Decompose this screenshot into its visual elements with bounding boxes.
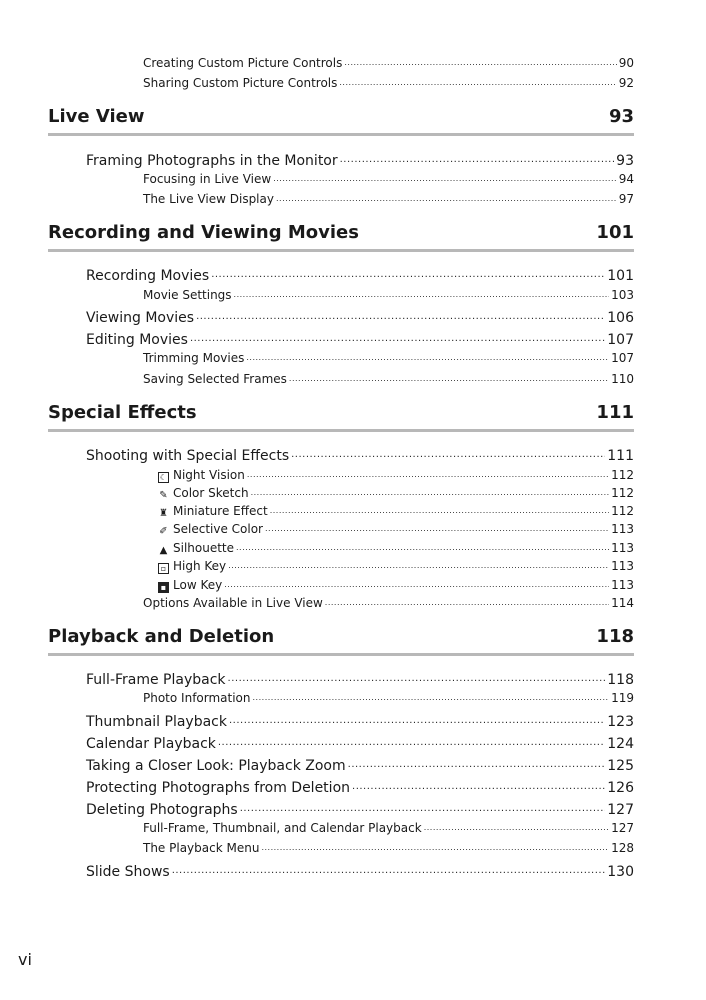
- toc-entry-low-key[interactable]: [158, 577, 634, 593]
- section-heading-playback-deletion[interactable]: [48, 628, 634, 646]
- toc-entry-page: 127: [611, 821, 634, 835]
- toc-entry-page: 126: [607, 780, 634, 796]
- high-key-icon: ▫: [158, 563, 169, 574]
- toc-entry-live-view-display[interactable]: [143, 191, 634, 205]
- toc-entry-title: High Key: [173, 559, 227, 573]
- toc-entry-color-sketch[interactable]: [158, 485, 634, 501]
- toc-entry-title: Sharing Custom Picture Controls: [143, 76, 338, 90]
- toc-entry-page: 94: [618, 172, 634, 186]
- toc-entry-title: The Live View Display: [143, 192, 274, 206]
- toc-entry-page: 103: [611, 288, 634, 302]
- toc-entry-title: The Playback Menu: [143, 841, 260, 855]
- toc-entry-page: 110: [611, 372, 634, 386]
- toc-entry-title: Miniature Effect: [173, 504, 268, 518]
- toc-entry-page: 124: [607, 736, 634, 752]
- toc-entry-title: Thumbnail Playback: [86, 714, 227, 730]
- toc-entry-title: Trimming Movies: [143, 351, 245, 365]
- toc-entry-page: 106: [607, 310, 634, 326]
- toc-entry-slide-shows[interactable]: [86, 862, 634, 879]
- toc-entry-playback-zoom[interactable]: [86, 756, 634, 773]
- section-divider: [48, 133, 634, 136]
- toc-entry-selective-color[interactable]: [158, 521, 634, 537]
- section-title: Live View: [48, 106, 145, 127]
- toc-entry-page: 111: [607, 448, 634, 464]
- toc-entry-deleting-photographs[interactable]: [86, 800, 634, 817]
- section-heading-recording-movies[interactable]: [48, 224, 634, 242]
- toc-entry-focusing-in-live-view[interactable]: [143, 171, 634, 185]
- section-title: Recording and Viewing Movies: [48, 222, 359, 243]
- toc-entry-viewing-movies[interactable]: [86, 308, 634, 325]
- toc-entry-page: 130: [607, 864, 634, 880]
- toc-entry-title: Calendar Playback: [86, 736, 216, 752]
- section-page: 101: [596, 222, 634, 243]
- toc-entry-title: Protecting Photographs from Deletion: [86, 780, 351, 796]
- toc-entry-page: 125: [607, 758, 634, 774]
- toc-entry-movie-settings[interactable]: [143, 287, 634, 301]
- toc-entry-title: Movie Settings: [143, 288, 232, 302]
- toc-entry-title: Shooting with Special Effects: [86, 448, 290, 464]
- toc-entry-editing-movies[interactable]: [86, 330, 634, 347]
- toc-entry-page: 113: [611, 559, 634, 573]
- section-heading-special-effects[interactable]: [48, 404, 634, 422]
- toc-entry-page: 112: [611, 504, 634, 518]
- toc-entry-creating-custom-picture-controls[interactable]: [143, 55, 634, 69]
- miniature-effect-icon: ♜: [159, 508, 168, 519]
- toc-entry-page: 112: [611, 468, 634, 482]
- toc-entry-title: Taking a Closer Look: Playback Zoom: [86, 758, 346, 774]
- toc-entry-title: Full-Frame, Thumbnail, and Calendar Playback: [143, 821, 422, 835]
- toc-entry-title: Framing Photographs in the Monitor: [86, 153, 338, 169]
- section-heading-live-view[interactable]: [48, 108, 634, 126]
- toc-entry-shooting-special-effects[interactable]: [86, 446, 634, 463]
- section-title: Playback and Deletion: [48, 626, 275, 647]
- toc-entry-full-frame-thumbnail-calendar[interactable]: [143, 820, 634, 834]
- toc-entry-playback-menu[interactable]: [143, 840, 634, 854]
- toc-entry-title: Recording Movies: [86, 268, 210, 284]
- section-divider: [48, 653, 634, 656]
- toc-entry-page: 118: [607, 672, 634, 688]
- toc-entry-page: 101: [607, 268, 634, 284]
- toc-entry-page: 107: [607, 332, 634, 348]
- toc-entry-title: Low Key: [173, 578, 223, 592]
- toc-entry-thumbnail-playback[interactable]: [86, 712, 634, 729]
- toc-entry-title: Editing Movies: [86, 332, 188, 348]
- selective-color-icon: ✐: [159, 526, 168, 537]
- toc-entry-framing-photographs[interactable]: [86, 151, 634, 168]
- toc-entry-miniature-effect[interactable]: [158, 503, 634, 519]
- toc-entry-page: 93: [616, 153, 634, 169]
- toc-entry-night-vision[interactable]: [158, 467, 634, 483]
- toc-entry-silhouette[interactable]: [158, 540, 634, 556]
- toc-entry-protecting-photographs[interactable]: [86, 778, 634, 795]
- toc-entry-recording-movies[interactable]: [86, 266, 634, 283]
- toc-entry-page: 119: [611, 691, 634, 705]
- toc-entry-photo-information[interactable]: [143, 690, 634, 704]
- toc-entry-title: Photo Information: [143, 691, 251, 705]
- toc-entry-title: Full-Frame Playback: [86, 672, 226, 688]
- low-key-icon: ▪: [158, 582, 169, 593]
- toc-entry-page: 113: [611, 522, 634, 536]
- toc-entry-title: Deleting Photographs: [86, 802, 238, 818]
- toc-entry-title: Options Available in Live View: [143, 596, 323, 610]
- toc-entry-title: Creating Custom Picture Controls: [143, 56, 343, 70]
- silhouette-icon: ▲: [159, 545, 168, 556]
- toc-entry-title: Focusing in Live View: [143, 172, 272, 186]
- toc-entry-page: 128: [611, 841, 634, 855]
- toc-entry-trimming-movies[interactable]: [143, 350, 634, 364]
- toc-entry-high-key[interactable]: [158, 558, 634, 574]
- toc-entry-page: 112: [611, 486, 634, 500]
- section-divider: [48, 429, 634, 432]
- toc-entry-title: Silhouette: [173, 541, 235, 555]
- toc-entry-title: Night Vision: [173, 468, 245, 482]
- page-number: vi: [18, 950, 32, 969]
- toc-entry-title: Viewing Movies: [86, 310, 195, 326]
- color-sketch-icon: ✎: [159, 490, 168, 501]
- section-page: 111: [596, 402, 634, 423]
- toc-entry-page: 90: [618, 56, 634, 70]
- night-vision-icon: ☾: [159, 473, 168, 482]
- toc-entry-page: 113: [611, 541, 634, 555]
- toc-entry-title: Color Sketch: [173, 486, 249, 500]
- toc-entry-page: 114: [611, 596, 634, 610]
- toc-entry-saving-selected-frames[interactable]: [143, 371, 634, 385]
- section-page: 118: [596, 626, 634, 647]
- toc-entry-page: 123: [607, 714, 634, 730]
- toc-entry-page: 97: [618, 192, 634, 206]
- toc-entry-page: 113: [611, 578, 634, 592]
- section-title: Special Effects: [48, 402, 197, 423]
- toc-entry-title: Selective Color: [173, 522, 263, 536]
- toc-entry-full-frame-playback[interactable]: [86, 670, 634, 687]
- section-divider: [48, 249, 634, 252]
- toc-entry-calendar-playback[interactable]: [86, 734, 634, 751]
- toc-entry-page: 92: [618, 76, 634, 90]
- toc-entry-page: 107: [611, 351, 634, 365]
- toc-entry-page: 127: [607, 802, 634, 818]
- toc-entry-title: Saving Selected Frames: [143, 372, 287, 386]
- toc-entry-sharing-custom-picture-controls[interactable]: [143, 75, 634, 89]
- section-page: 93: [608, 106, 634, 127]
- toc-entry-title: Slide Shows: [86, 864, 170, 880]
- toc-entry-options-live-view[interactable]: [143, 595, 634, 609]
